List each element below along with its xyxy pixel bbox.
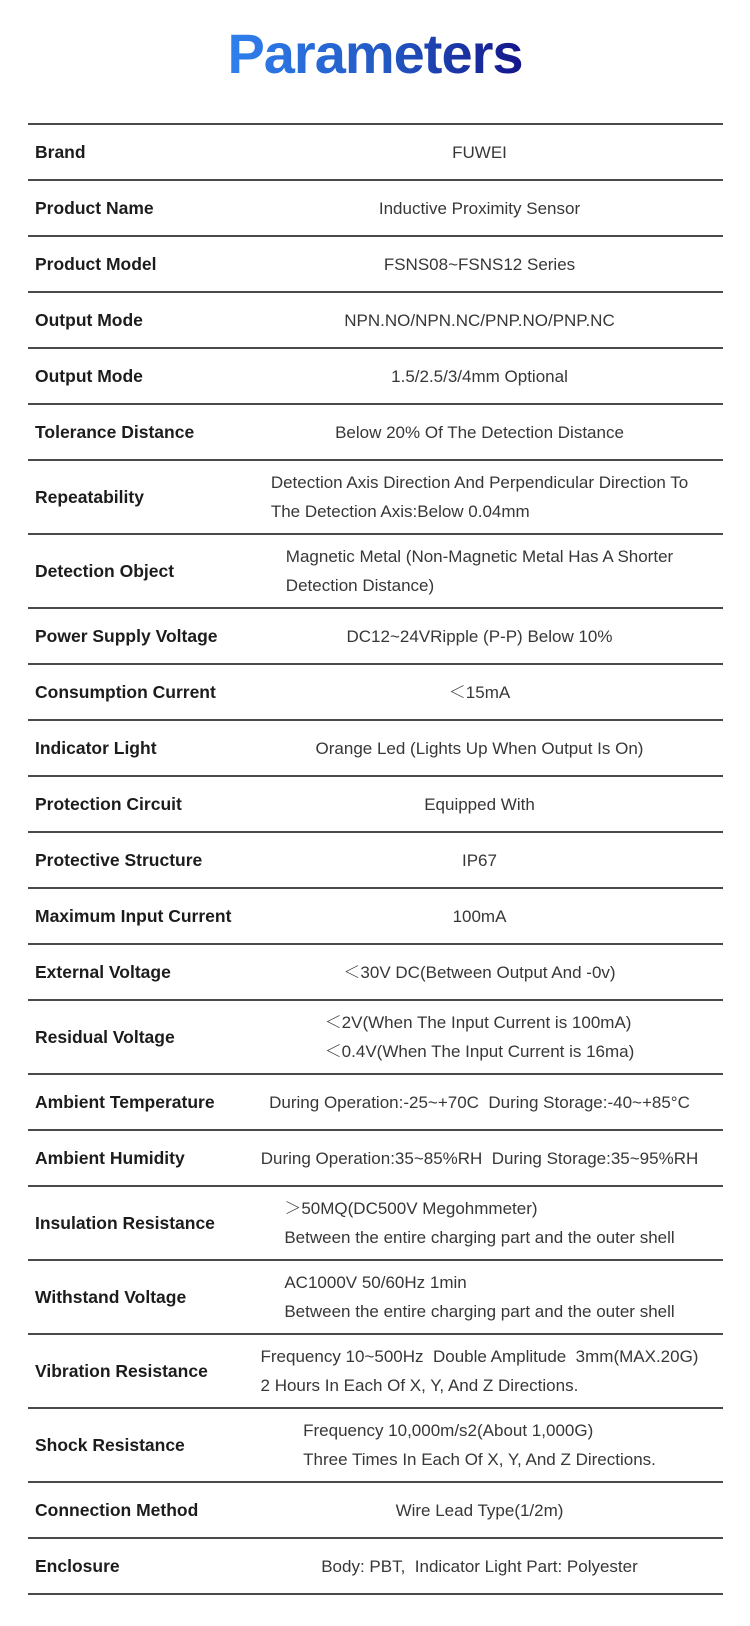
row-value [240,622,723,651]
page-title: Parameters [227,22,523,85]
row-value-block [462,846,497,875]
row-value [240,306,723,335]
table-row [28,1483,723,1539]
row-value-line: NPN.NO/NPN.NC/PNP.NO/PNP.NC [344,310,615,330]
row-label: Connection Method [35,1499,199,1520]
row-value-block [384,250,575,279]
table-row [28,1187,723,1261]
row-value [240,250,723,279]
row-value-line: Equipped With [424,794,535,814]
row-value-block [335,418,624,447]
row-value-block [424,790,535,819]
table-row [28,293,723,349]
table-row [28,181,723,237]
row-value [240,138,723,167]
row-label: Insulation Resistance [35,1212,215,1233]
row-value [240,734,723,763]
row-label: Ambient Temperature [35,1091,215,1112]
row-value-line: ＜0.4V(When The Input Current is 16ma) [324,1042,635,1061]
row-label: Vibration Resistance [35,1360,208,1381]
table-row [28,461,723,535]
row-value [240,1268,723,1326]
row-value-line: DC12~24VRipple (P-P) Below 10% [346,626,613,646]
row-value-block [284,1268,674,1326]
row-value-block [286,542,673,600]
parameters-table [28,123,723,1595]
row-label: Residual Voltage [35,1026,175,1047]
table-row [28,125,723,181]
row-value [240,790,723,819]
table-row [28,535,723,609]
row-value-line: IP67 [462,850,497,870]
row-value-block [321,1552,638,1581]
row-value-block [449,678,510,707]
row-value-block [343,958,615,987]
table-row [28,721,723,777]
row-value-line: ＜2V(When The Input Current is 100mA) [324,1013,632,1032]
row-value-block [269,1088,690,1117]
row-value [240,678,723,707]
table-row [28,665,723,721]
row-value-line: Frequency 10,000m/s2(About 1,000G) [303,1421,594,1440]
row-value-line: ＜15mA [448,682,511,702]
row-label: Detection Object [35,560,175,581]
row-label: Shock Resistance [35,1434,185,1455]
row-value-line: During Operation:-25~+70C During Storage:-40~+85°C [269,1092,690,1112]
row-label: Product Name [35,197,154,218]
table-row [28,609,723,665]
row-label: Ambient Humidity [35,1147,185,1168]
row-value [240,1552,723,1581]
table-row [28,1001,723,1075]
row-value-block [347,622,613,651]
row-value-line: Orange Led (Lights Up When Output Is On) [315,738,644,758]
row-value-line: Wire Lead Type(1/2m) [395,1500,564,1520]
row-value-block [396,1496,564,1525]
row-value [240,1496,723,1525]
row-value-line: FSNS08~FSNS12 Series [383,254,576,274]
table-row [28,405,723,461]
row-value [240,542,723,600]
table-row [28,1261,723,1335]
table-row [28,945,723,1001]
row-label: Output Mode [35,365,143,386]
row-label: Withstand Voltage [35,1286,187,1307]
row-label: Protection Circuit [35,793,182,814]
row-value-line: Magnetic Metal (Non-Magnetic Metal Has A Shorter [285,547,674,566]
row-value-line: 2 Hours In Each Of X, Y, And Z Directions. [260,1376,579,1395]
row-value [240,902,723,931]
row-value-block [325,1008,635,1066]
row-value-block [261,1342,699,1400]
row-label: Tolerance Distance [35,421,195,442]
row-value-line: The Detection Axis:Below 0.04mm [270,502,530,521]
table-row [28,1131,723,1187]
row-value-line: Detection Axis Direction And Perpendicular Direction To [270,473,689,492]
row-value-line: AC1000V 50/60Hz 1min [284,1273,467,1292]
row-value [240,362,723,391]
row-label: Output Mode [35,309,143,330]
row-value-line: ＞50MQ(DC500V Megohmmeter) [284,1199,538,1218]
row-value [240,958,723,987]
row-value [240,1416,723,1474]
row-value-line: During Operation:35~85%RH During Storage:35~95%RH [260,1148,699,1168]
row-value [240,1194,723,1252]
table-row [28,237,723,293]
table-row [28,1409,723,1483]
row-value-line: ＜30V DC(Between Output And -0v) [343,962,616,982]
row-label: Enclosure [35,1555,120,1576]
row-value [240,1342,723,1400]
table-row [28,349,723,405]
row-value-line: Three Times In Each Of X, Y, And Z Directions. [303,1450,656,1469]
row-value-block [344,306,614,335]
row-value-block [453,902,507,931]
row-value-block [284,1194,674,1252]
row-value [240,194,723,223]
row-value-block [391,362,568,391]
row-value [240,1144,723,1173]
row-value-line: 100mA [452,906,507,926]
row-value-block [303,1416,656,1474]
row-value-line: Below 20% Of The Detection Distance [335,422,624,442]
row-value-line: Between the entire charging part and the outer shell [284,1302,675,1321]
row-value-line: Frequency 10~500Hz Double Amplitude 3mm(MAX.20G) [260,1347,699,1366]
row-value [240,846,723,875]
row-label: Indicator Light [35,737,157,758]
row-value-block [452,138,507,167]
row-value [240,1008,723,1066]
row-value-line: Body: PBT, Indicator Light Part: Polyester [321,1556,638,1576]
row-value-line: FUWEI [452,142,507,162]
header [0,0,750,86]
row-value [240,468,723,526]
table-row [28,833,723,889]
table-row [28,1539,723,1595]
table-row [28,777,723,833]
row-label: Consumption Current [35,681,216,702]
row-value-line: Between the entire charging part and the outer shell [284,1228,675,1247]
row-value-block [271,468,688,526]
row-value-line: Inductive Proximity Sensor [378,198,581,218]
table-row [28,1075,723,1131]
row-label: Product Model [35,253,157,274]
row-value-line: Detection Distance) [285,576,435,595]
row-label: Brand [35,141,86,162]
row-value-block [379,194,580,223]
row-label: Protective Structure [35,849,203,870]
row-value-line: 1.5/2.5/3/4mm Optional [391,366,568,386]
table-row [28,1335,723,1409]
row-label: Maximum Input Current [35,905,232,926]
row-value [240,418,723,447]
row-label: Repeatability [35,486,144,507]
row-label: Power Supply Voltage [35,625,218,646]
row-value [240,1088,723,1117]
row-value-block [261,1144,699,1173]
table-row [28,889,723,945]
row-value-block [316,734,644,763]
row-label: External Voltage [35,961,171,982]
